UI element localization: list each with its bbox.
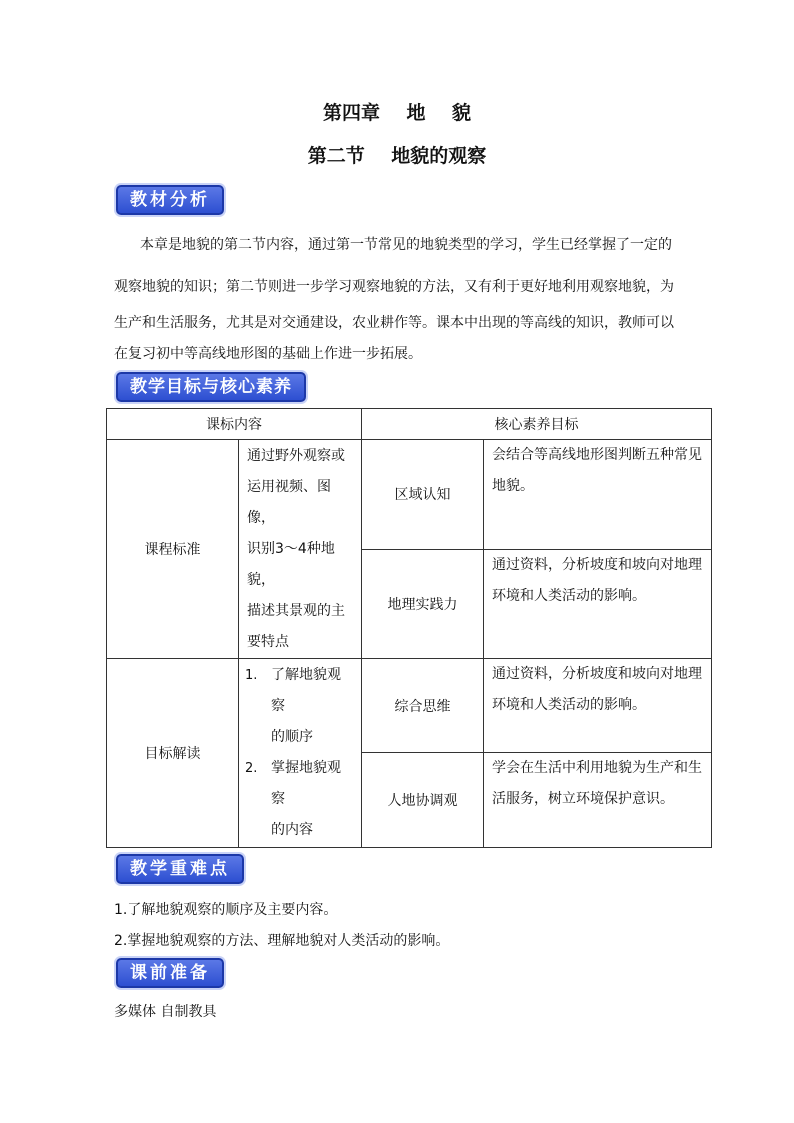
key-points-badge: 教学重难点	[116, 854, 244, 884]
interpretation-content	[239, 659, 362, 848]
goals-table	[106, 408, 712, 848]
literacy-name: 区域认知	[362, 440, 484, 550]
list-number: 1.	[245, 668, 258, 683]
header-literacy: 核心素养目标	[362, 409, 712, 440]
standard-line: 描述其景观的主	[247, 603, 345, 619]
standard-line: 运用视频、图像，	[247, 479, 331, 526]
standard-content	[239, 440, 362, 659]
list-text	[271, 660, 353, 753]
analysis-line-1: 本章是地貌的第二节内容，通过第一节常见的地貌类型的学习，学生已经掌握了一定的	[140, 237, 672, 253]
literacy-name: 人地协调观	[362, 753, 484, 848]
analysis-line-2: 观察地貌的知识；第二节则进一步学习观察地貌的方法，又有利于更好地利用观察地貌，为	[114, 279, 674, 295]
row-label-standard: 课程标准	[107, 440, 239, 659]
literacy-desc-line: 会结合等高线地形图判断五种常见	[492, 447, 702, 463]
chapter-title: 第四章 地 貌	[323, 102, 471, 124]
list-number: 2.	[245, 761, 258, 776]
row-label-interpretation: 目标解读	[107, 659, 239, 848]
list-line: 了解地貌观察	[271, 667, 341, 714]
list-line: 的内容	[271, 822, 313, 838]
list-item	[245, 753, 353, 846]
standard-line: 识别3～4种地貌，	[247, 541, 335, 588]
list-line: 的顺序	[271, 729, 313, 745]
literacy-desc-line: 学会在生活中利用地貌为生产和生	[492, 760, 702, 776]
goals-badge: 教学目标与核心素养	[116, 372, 306, 402]
literacy-desc	[484, 659, 712, 753]
list-line: 掌握地貌观察	[271, 760, 341, 807]
analysis-line-3: 生产和生活服务，尤其是对交通建设，农业耕作等。课本中出现的等高线的知识，教师可以	[114, 315, 674, 331]
header-standard: 课标内容	[107, 409, 362, 440]
literacy-name: 地理实践力	[362, 549, 484, 659]
literacy-name: 综合思维	[362, 659, 484, 753]
literacy-desc-line: 环境和人类活动的影响。	[492, 587, 646, 604]
literacy-desc	[484, 753, 712, 848]
analysis-line-4: 在复习初中等高线地形图的基础上作进一步拓展。	[114, 346, 422, 362]
standard-line: 通过野外观察或	[247, 448, 345, 464]
key-point-2: 2.掌握地貌观察的方法、理解地貌对人类活动的影响。	[114, 933, 450, 949]
analysis-badge: 教材分析	[116, 185, 224, 215]
literacy-desc-line: 活服务，树立环境保护意识。	[492, 791, 674, 807]
literacy-desc-line: 通过资料，分析坡度和坡向对地理	[492, 666, 702, 682]
preparation-text: 多媒体 自制教具	[114, 1004, 217, 1020]
standard-line: 要特点	[247, 634, 289, 650]
list-text	[271, 753, 353, 846]
section-title: 第二节 地貌的观察	[307, 145, 487, 167]
key-point-1: 1.了解地貌观察的顺序及主要内容。	[114, 902, 338, 918]
preparation-badge: 课前准备	[116, 958, 224, 988]
literacy-desc-line: 环境和人类活动的影响。	[492, 697, 646, 713]
literacy-desc	[484, 549, 712, 659]
literacy-desc-line: 通过资料，分析坡度和坡向对地理	[492, 556, 702, 573]
literacy-desc	[484, 440, 712, 550]
list-item	[245, 660, 353, 753]
literacy-desc-line: 地貌。	[492, 478, 534, 494]
